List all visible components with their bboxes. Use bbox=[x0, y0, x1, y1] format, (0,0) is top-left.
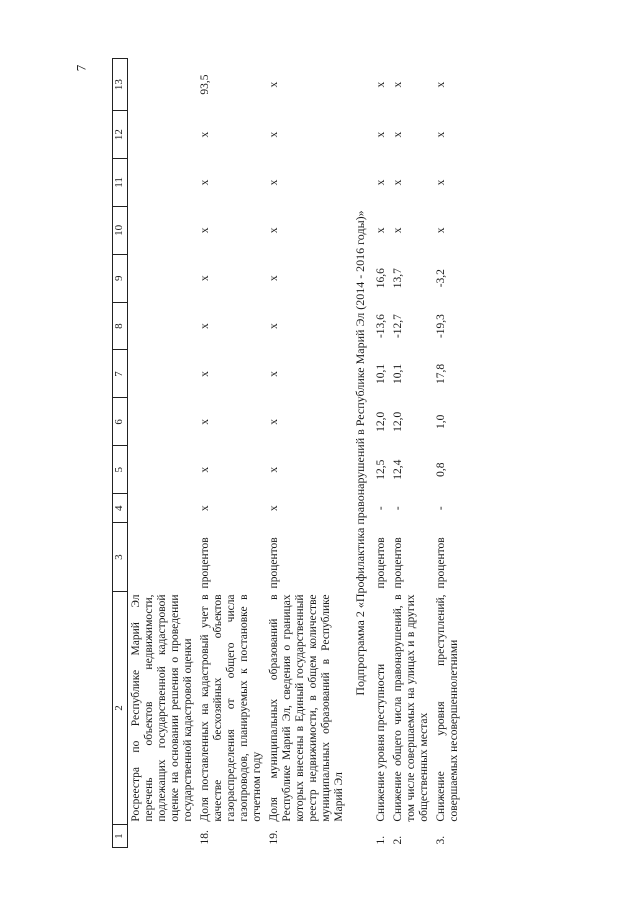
table-row bbox=[128, 59, 198, 848]
value-cell bbox=[128, 350, 198, 398]
value-cell: 13,7 bbox=[392, 268, 404, 289]
unit-cell: процентов bbox=[375, 537, 387, 589]
column-header: 11 bbox=[113, 159, 128, 207]
indicator-name: Доля муниципальных образований в Республике Марий Эл, сведения о границах которых внесены в Единый государственный реестр недвижимости, в общем количестве муниципальных образований в Республике Марий Эл bbox=[268, 594, 345, 822]
page-number: 7 bbox=[73, 64, 89, 72]
value-cell: x bbox=[199, 418, 211, 425]
column-header: 5 bbox=[113, 446, 128, 494]
value-cell: x bbox=[268, 275, 280, 282]
value-cell: x bbox=[435, 179, 447, 186]
column-header: 6 bbox=[113, 398, 128, 446]
column-header: 10 bbox=[113, 206, 128, 254]
section-title: Подпрограмма 2 «Профилактика правонарушений в Республике Марий Эл (2014 - 2016 годы)» bbox=[353, 210, 367, 696]
value-cell bbox=[128, 111, 198, 159]
value-cell bbox=[128, 398, 198, 446]
value-cell: 0,8 bbox=[435, 462, 447, 477]
value-cell: x bbox=[199, 371, 211, 377]
value-cell: 93,5 bbox=[199, 74, 211, 95]
value-cell: x bbox=[435, 227, 447, 234]
value-cell: 12,0 bbox=[375, 411, 387, 432]
value-cell: x bbox=[199, 227, 211, 234]
column-header: 12 bbox=[113, 111, 128, 159]
value-cell: x bbox=[268, 81, 280, 88]
value-cell: 12,4 bbox=[392, 459, 404, 480]
value-cell: x bbox=[268, 131, 280, 138]
value-cell bbox=[128, 59, 198, 111]
value-cell: -3,2 bbox=[435, 269, 447, 288]
indicators-table bbox=[112, 58, 463, 848]
row-number: 2. bbox=[392, 835, 404, 845]
indicator-name: Снижение общего числа правонарушений, в том числе совершаемых на улицах и в других общественных местах bbox=[392, 594, 430, 822]
value-cell: x bbox=[199, 179, 211, 186]
value-cell bbox=[128, 446, 198, 494]
column-header: 4 bbox=[113, 494, 128, 523]
value-cell: 10,1 bbox=[392, 363, 404, 384]
value-cell bbox=[128, 523, 198, 592]
value-cell: 12,0 bbox=[392, 411, 404, 432]
value-cell: x bbox=[268, 466, 280, 473]
value-cell: x bbox=[199, 323, 211, 329]
value-cell: x bbox=[392, 179, 404, 186]
indicator-name: Снижение уровня преступности bbox=[375, 663, 387, 822]
value-cell bbox=[128, 159, 198, 207]
value-cell bbox=[128, 254, 198, 302]
value-cell: x bbox=[199, 131, 211, 138]
value-cell: - bbox=[435, 506, 447, 511]
value-cell: - bbox=[375, 506, 387, 511]
table-row bbox=[266, 59, 348, 848]
unit-cell: процентов bbox=[268, 537, 280, 589]
value-cell: x bbox=[435, 81, 447, 88]
row-number: 18. bbox=[199, 830, 211, 845]
value-cell: x bbox=[375, 131, 387, 138]
indicator-name: Доля поставленных на кадастровый учет в качестве бесхозяйных объектов газораспределения от общего числа газопроводов, планируемых к постановке в отчетном году bbox=[199, 594, 263, 822]
unit-cell: процентов bbox=[392, 537, 404, 589]
value-cell: x bbox=[375, 227, 387, 234]
indicator-name: Снижение уровня преступлений, совершаемых несовершеннолетними bbox=[435, 594, 460, 822]
value-cell: x bbox=[375, 179, 387, 186]
column-header: 3 bbox=[113, 523, 128, 592]
section-row bbox=[348, 59, 373, 848]
value-cell: x bbox=[268, 323, 280, 329]
value-cell: 16,6 bbox=[375, 268, 387, 289]
value-cell: x bbox=[199, 505, 211, 512]
column-header: 8 bbox=[113, 302, 128, 350]
value-cell: x bbox=[392, 81, 404, 88]
value-cell: 10,1 bbox=[375, 363, 387, 384]
value-cell: x bbox=[268, 371, 280, 377]
value-cell bbox=[128, 206, 198, 254]
row-number: 1. bbox=[375, 835, 387, 845]
table-row bbox=[197, 59, 266, 848]
table-row bbox=[390, 59, 433, 848]
value-cell: x bbox=[435, 131, 447, 138]
value-cell: - bbox=[392, 506, 404, 511]
unit-cell: процентов bbox=[435, 537, 447, 589]
indicator-name: Росреестра по Республике Марий Эл перечень объектов недвижимости, подлежащих государственной кадастровой оценке на основании решения о проведении государственной кадастровой оценки bbox=[130, 594, 194, 822]
value-cell: x bbox=[392, 227, 404, 234]
value-cell: x bbox=[392, 131, 404, 138]
value-cell: x bbox=[268, 227, 280, 234]
value-cell: x bbox=[375, 81, 387, 88]
value-cell: -13,6 bbox=[375, 314, 387, 339]
column-header: 1 bbox=[113, 825, 128, 848]
row-number: 19. bbox=[268, 830, 280, 845]
value-cell bbox=[128, 302, 198, 350]
value-cell: 12,5 bbox=[375, 459, 387, 480]
value-cell: x bbox=[268, 505, 280, 512]
value-cell: x bbox=[268, 418, 280, 425]
value-cell: 17,8 bbox=[435, 363, 447, 384]
row-number bbox=[128, 825, 198, 848]
unit-cell: процентов bbox=[199, 537, 211, 589]
value-cell: x bbox=[199, 275, 211, 282]
table-row bbox=[373, 59, 390, 848]
value-cell: -19,3 bbox=[435, 314, 447, 339]
column-header: 7 bbox=[113, 350, 128, 398]
value-cell bbox=[128, 494, 198, 523]
row-number: 3. bbox=[435, 835, 447, 845]
rotated-table-stage bbox=[112, 58, 582, 848]
value-cell: x bbox=[268, 179, 280, 186]
value-cell: 1,0 bbox=[435, 414, 447, 429]
value-cell: x bbox=[199, 466, 211, 473]
column-header: 9 bbox=[113, 254, 128, 302]
value-cell: -12,7 bbox=[392, 314, 404, 339]
column-header: 13 bbox=[113, 59, 128, 111]
column-header: 2 bbox=[113, 591, 128, 824]
table-header-row bbox=[113, 59, 128, 848]
table-row bbox=[433, 59, 463, 848]
